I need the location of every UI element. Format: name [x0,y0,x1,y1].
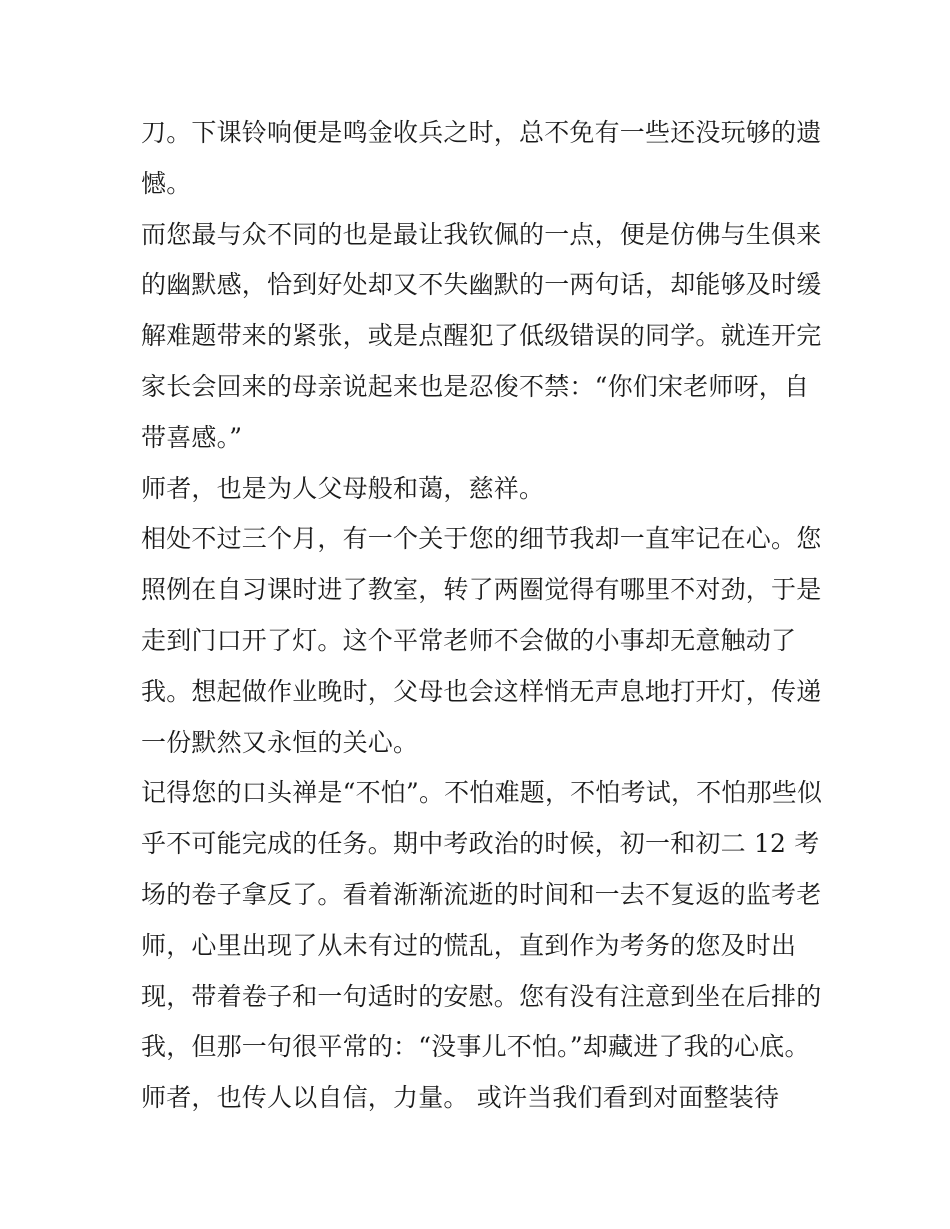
text-line: 刀。下课铃响便是鸣金收兵之时，总不免有一些还没玩够的遗 [141,118,822,147]
text-line: 相处不过三个月，有一个关于您的细节我却一直牢记在心。您 [141,524,822,554]
text-line: 照例在自习课时进了教室，转了两圈觉得有哪里不对劲，于是 [141,575,822,605]
text-line: 而您最与众不同的也是最让我钦佩的一点，便是仿佛与生俱来 [141,219,822,249]
text-line: 家长会回来的母亲说起来也是忍俊不禁：“你们宋老师呀，自 [141,371,810,401]
text-line: 走到门口开了灯。这个平常老师不会做的小事却无意触动了 [141,625,797,655]
text-line: 师者，也是为人父母般和蔼，慈祥。 [141,473,545,503]
text-line: 场的卷子拿反了。看着渐渐流逝的时间和一去不复返的监考老 [141,879,822,909]
essay-text-body [141,108,823,1124]
text-line: 我，但那一句很平常的：“没事儿不怕。”却藏进了我的心底。 [141,1032,810,1062]
text-line: 师，心里出现了从未有过的慌乱，直到作为考务的您及时出 [141,930,797,960]
text-line: 乎不可能完成的任务。期中考政治的时候，初一和初二 12 考 [141,829,820,859]
text-line: 解难题带来的紧张，或是点醒犯了低级错误的同学。就连开完 [141,321,822,351]
text-line: 憾。 [141,168,192,198]
text-line: 的幽默感，恰到好处却又不失幽默的一两句话，却能够及时缓 [141,270,822,300]
text-line: 记得您的口头禅是“不怕”。不怕难题，不怕考试，不怕那些似 [141,778,823,808]
text-line: 现，带着卷子和一句适时的安慰。您有没有注意到坐在后排的 [141,981,822,1011]
text-line: 带喜感。” [141,422,243,452]
text-line: 一份默然又永恒的关心。 [141,727,419,757]
text-line: 师者，也传人以自信，力量。 或许当我们看到对面整装待 [141,1083,780,1113]
text-line: 我。想起做作业晚时，父母也会这样悄无声息地打开灯，传递 [141,676,822,706]
